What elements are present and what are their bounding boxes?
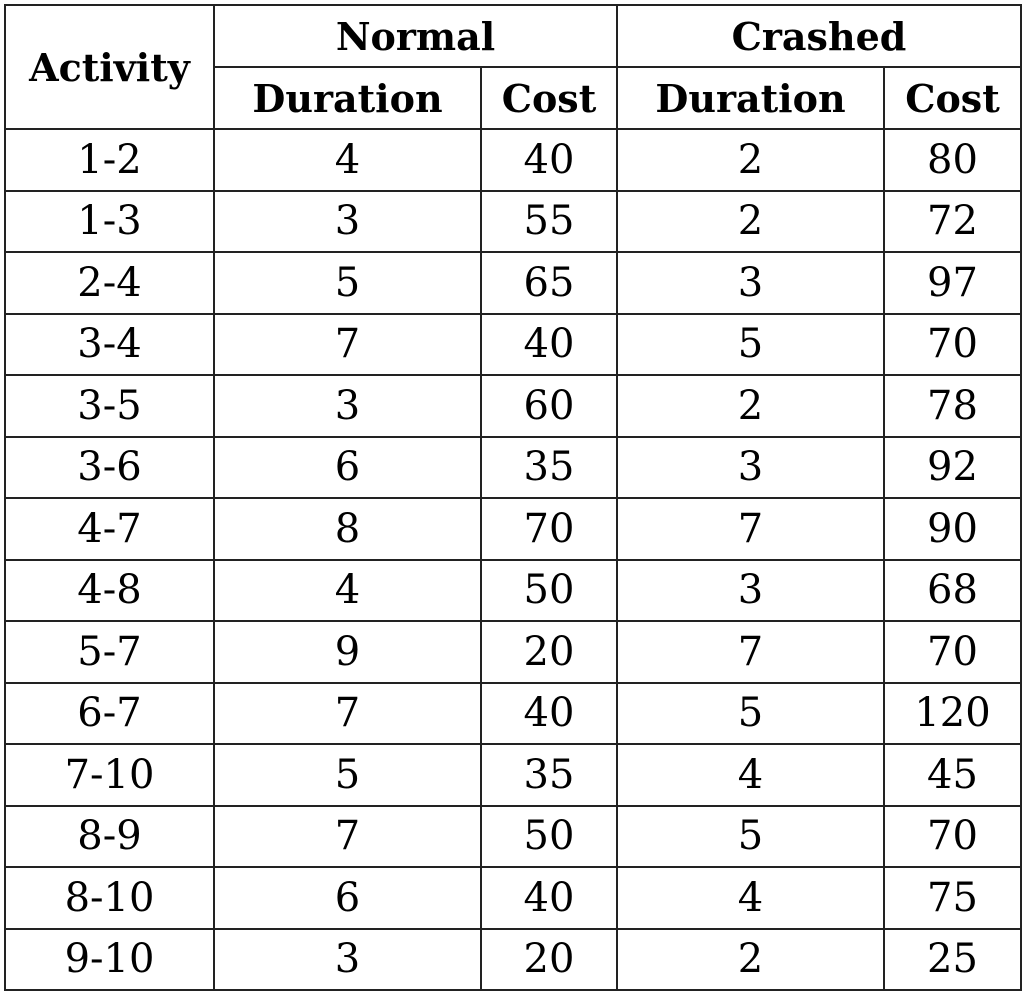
crashed-duration-cell: 2 xyxy=(617,129,884,191)
normal-duration-cell: 6 xyxy=(214,867,481,929)
normal-cost-cell: 20 xyxy=(481,621,617,683)
crashed-cost-cell: 80 xyxy=(884,129,1021,191)
table-row xyxy=(5,129,1021,191)
crashed-duration-cell: 2 xyxy=(617,191,884,253)
crashed-duration-cell: 5 xyxy=(617,683,884,745)
crashed-duration-cell: 5 xyxy=(617,806,884,868)
crashed-cost-cell: 45 xyxy=(884,744,1021,806)
crashed-cost-header: Cost xyxy=(884,67,1021,129)
crashed-duration-cell: 7 xyxy=(617,621,884,683)
crashed-cost-cell: 78 xyxy=(884,375,1021,437)
activity-cell: 4-7 xyxy=(5,498,214,560)
normal-cost-cell: 40 xyxy=(481,129,617,191)
normal-duration-cell: 3 xyxy=(214,191,481,253)
crashed-duration-cell: 2 xyxy=(617,929,884,991)
normal-duration-cell: 3 xyxy=(214,375,481,437)
normal-duration-cell: 5 xyxy=(214,252,481,314)
activity-cell: 3-4 xyxy=(5,314,214,376)
normal-cost-cell: 70 xyxy=(481,498,617,560)
table-row xyxy=(5,744,1021,806)
crashed-cost-cell: 90 xyxy=(884,498,1021,560)
normal-duration-header: Duration xyxy=(214,67,481,129)
normal-duration-cell: 4 xyxy=(214,560,481,622)
normal-cost-cell: 40 xyxy=(481,683,617,745)
normal-duration-cell: 5 xyxy=(214,744,481,806)
normal-cost-cell: 40 xyxy=(481,314,617,376)
table-header xyxy=(5,5,1021,129)
activity-cost-table xyxy=(4,4,1022,991)
normal-cost-cell: 20 xyxy=(481,929,617,991)
crashed-duration-cell: 3 xyxy=(617,560,884,622)
activity-cell: 4-8 xyxy=(5,560,214,622)
normal-cost-cell: 35 xyxy=(481,437,617,499)
activity-cell: 3-6 xyxy=(5,437,214,499)
activity-cell: 8-10 xyxy=(5,867,214,929)
crashed-cost-cell: 70 xyxy=(884,806,1021,868)
table-row xyxy=(5,929,1021,991)
table-row xyxy=(5,621,1021,683)
table-row xyxy=(5,252,1021,314)
crashed-duration-cell: 5 xyxy=(617,314,884,376)
table-row xyxy=(5,375,1021,437)
normal-cost-cell: 65 xyxy=(481,252,617,314)
activity-cell: 3-5 xyxy=(5,375,214,437)
table-row xyxy=(5,560,1021,622)
activity-cell: 2-4 xyxy=(5,252,214,314)
normal-duration-cell: 7 xyxy=(214,806,481,868)
normal-cost-header: Cost xyxy=(481,67,617,129)
table-row xyxy=(5,498,1021,560)
crashed-cost-cell: 97 xyxy=(884,252,1021,314)
table-row xyxy=(5,437,1021,499)
normal-cost-cell: 35 xyxy=(481,744,617,806)
crashed-cost-cell: 25 xyxy=(884,929,1021,991)
activity-cell: 1-3 xyxy=(5,191,214,253)
activity-cell: 6-7 xyxy=(5,683,214,745)
normal-cost-cell: 55 xyxy=(481,191,617,253)
crashed-duration-cell: 4 xyxy=(617,744,884,806)
crashed-cost-cell: 120 xyxy=(884,683,1021,745)
header-row-groups xyxy=(5,5,1021,67)
crashed-duration-cell: 3 xyxy=(617,437,884,499)
normal-duration-cell: 4 xyxy=(214,129,481,191)
activity-cell: 1-2 xyxy=(5,129,214,191)
normal-cost-cell: 50 xyxy=(481,806,617,868)
normal-duration-cell: 9 xyxy=(214,621,481,683)
crashed-cost-cell: 70 xyxy=(884,314,1021,376)
crashed-cost-cell: 68 xyxy=(884,560,1021,622)
normal-cost-cell: 40 xyxy=(481,867,617,929)
normal-cost-cell: 60 xyxy=(481,375,617,437)
crashed-cost-cell: 75 xyxy=(884,867,1021,929)
crashed-duration-header: Duration xyxy=(617,67,884,129)
activity-cell: 5-7 xyxy=(5,621,214,683)
table-row xyxy=(5,683,1021,745)
activity-cell: 9-10 xyxy=(5,929,214,991)
normal-duration-cell: 7 xyxy=(214,314,481,376)
crashed-group-header: Crashed xyxy=(617,5,1021,67)
activity-cell: 8-9 xyxy=(5,806,214,868)
crashed-duration-cell: 2 xyxy=(617,375,884,437)
table-row xyxy=(5,867,1021,929)
activity-column-header: Activity xyxy=(5,5,214,129)
crashed-cost-cell: 92 xyxy=(884,437,1021,499)
normal-cost-cell: 50 xyxy=(481,560,617,622)
table-row xyxy=(5,191,1021,253)
table-row xyxy=(5,806,1021,868)
normal-duration-cell: 8 xyxy=(214,498,481,560)
table-body xyxy=(5,129,1021,990)
activity-cell: 7-10 xyxy=(5,744,214,806)
crashed-duration-cell: 7 xyxy=(617,498,884,560)
crashed-cost-cell: 72 xyxy=(884,191,1021,253)
normal-duration-cell: 7 xyxy=(214,683,481,745)
crashed-duration-cell: 4 xyxy=(617,867,884,929)
normal-duration-cell: 6 xyxy=(214,437,481,499)
table-row xyxy=(5,314,1021,376)
crashed-cost-cell: 70 xyxy=(884,621,1021,683)
normal-duration-cell: 3 xyxy=(214,929,481,991)
normal-group-header: Normal xyxy=(214,5,617,67)
crashed-duration-cell: 3 xyxy=(617,252,884,314)
